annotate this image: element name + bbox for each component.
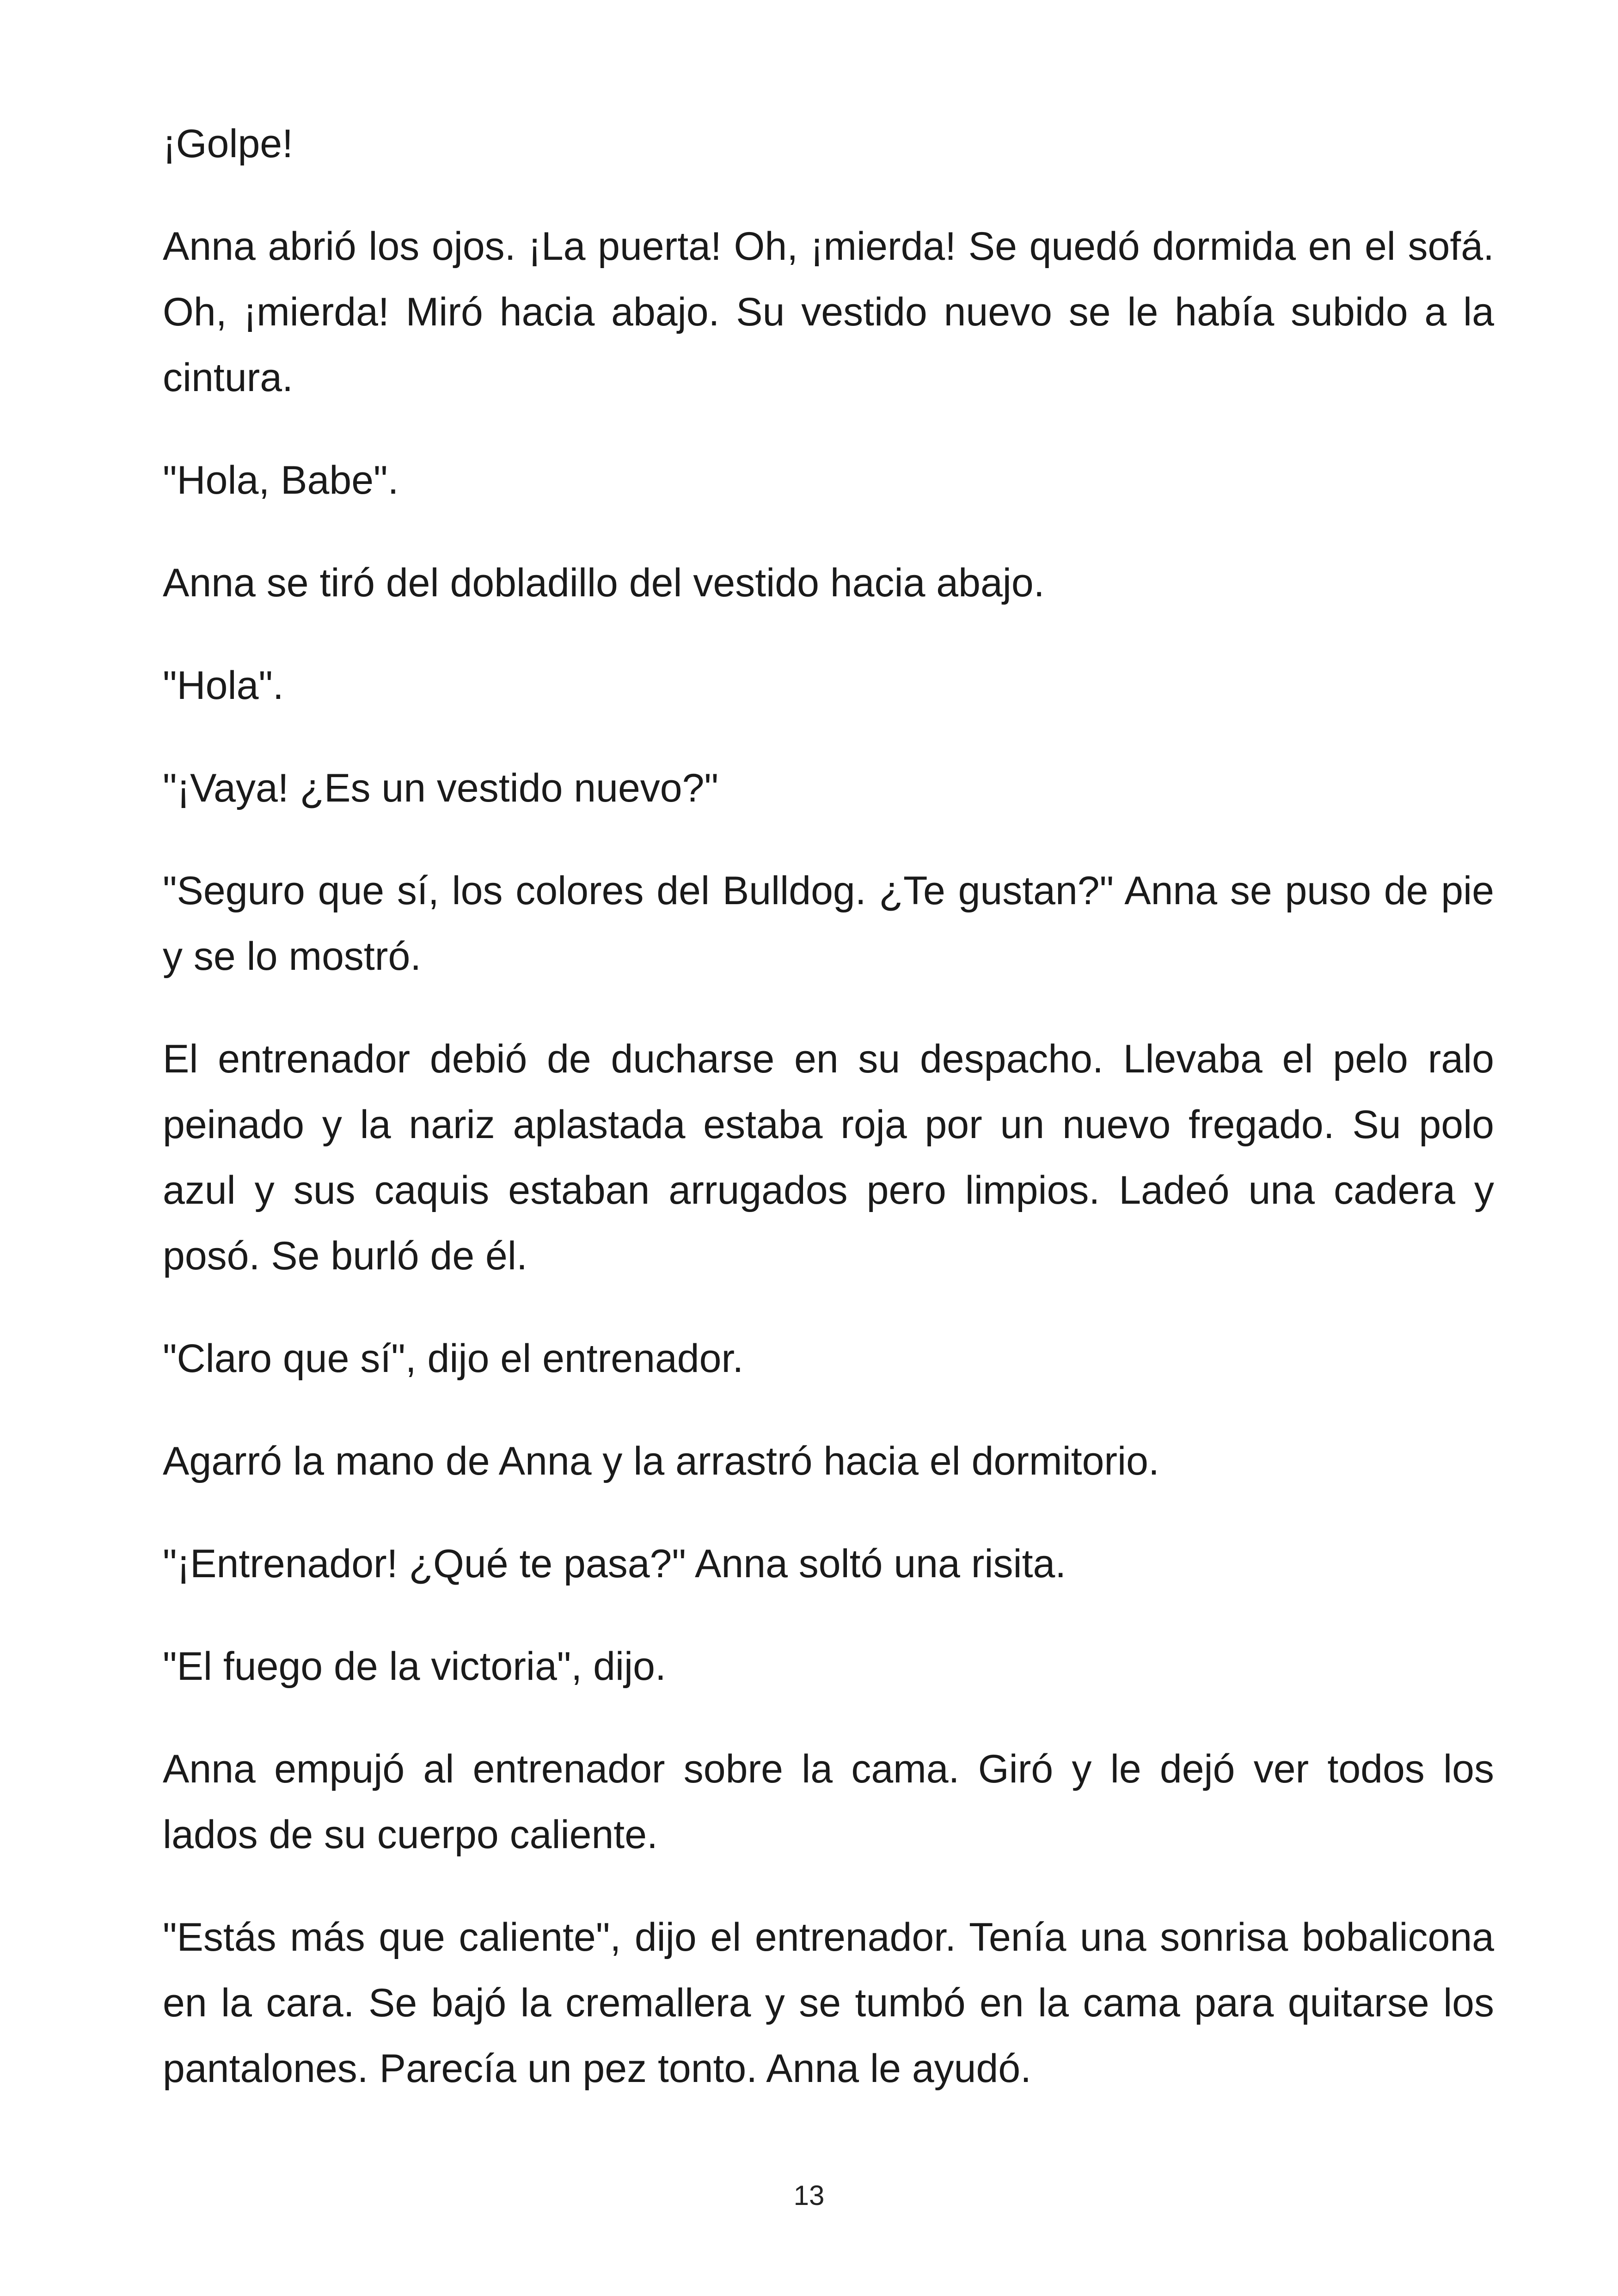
paragraph: "¡Vaya! ¿Es un vestido nuevo?": [163, 766, 718, 810]
paragraph: "Hola, Babe".: [163, 458, 399, 502]
body-text: [163, 111, 1494, 2138]
paragraph: "¡Entrenador! ¿Qué te pasa?" Anna soltó una risita.: [163, 1542, 1066, 1586]
paragraph: Anna empujó al entrenador sobre la cama. Giró y le dejó ver todos los lados de su cuerpo caliente.: [163, 1747, 1494, 1857]
paragraph: "Hola".: [163, 663, 284, 708]
paragraph: El entrenador debió de ducharse en su despacho. Llevaba el pelo ralo peinado y la nariz aplastada estaba roja por un nuevo fregado. Su polo azul y sus caquis estaban arrugados pero limpios. Ladeó una cadera y posó. Se burló de él.: [163, 1037, 1494, 1278]
paragraph: "El fuego de la victoria", dijo.: [163, 1644, 666, 1689]
paragraph: ¡Golpe!: [163, 122, 294, 166]
paragraph: "Estás más que caliente", dijo el entrenador. Tenía una sonrisa bobalicona en la cara. Se bajó la cremallera y se tumbó en la cama para quitarse los pantalones. Parecía un pez tonto. Anna le ayudó.: [163, 1915, 1494, 2091]
paragraph: Anna abrió los ojos. ¡La puerta! Oh, ¡mierda! Se quedó dormida en el sofá. Oh, ¡mierda! Miró hacia abajo. Su vestido nuevo se le había subido a la cintura.: [163, 224, 1494, 400]
paragraph: "Seguro que sí, los colores del Bulldog. ¿Te gustan?" Anna se puso de pie y se lo mostró.: [163, 869, 1494, 979]
paragraph: "Claro que sí", dijo el entrenador.: [163, 1336, 744, 1381]
page-number: 13: [793, 2180, 825, 2211]
paragraph: Agarró la mano de Anna y la arrastró hacia el dormitorio.: [163, 1439, 1159, 1483]
paragraph: Anna se tiró del dobladillo del vestido hacia abajo.: [163, 561, 1045, 605]
